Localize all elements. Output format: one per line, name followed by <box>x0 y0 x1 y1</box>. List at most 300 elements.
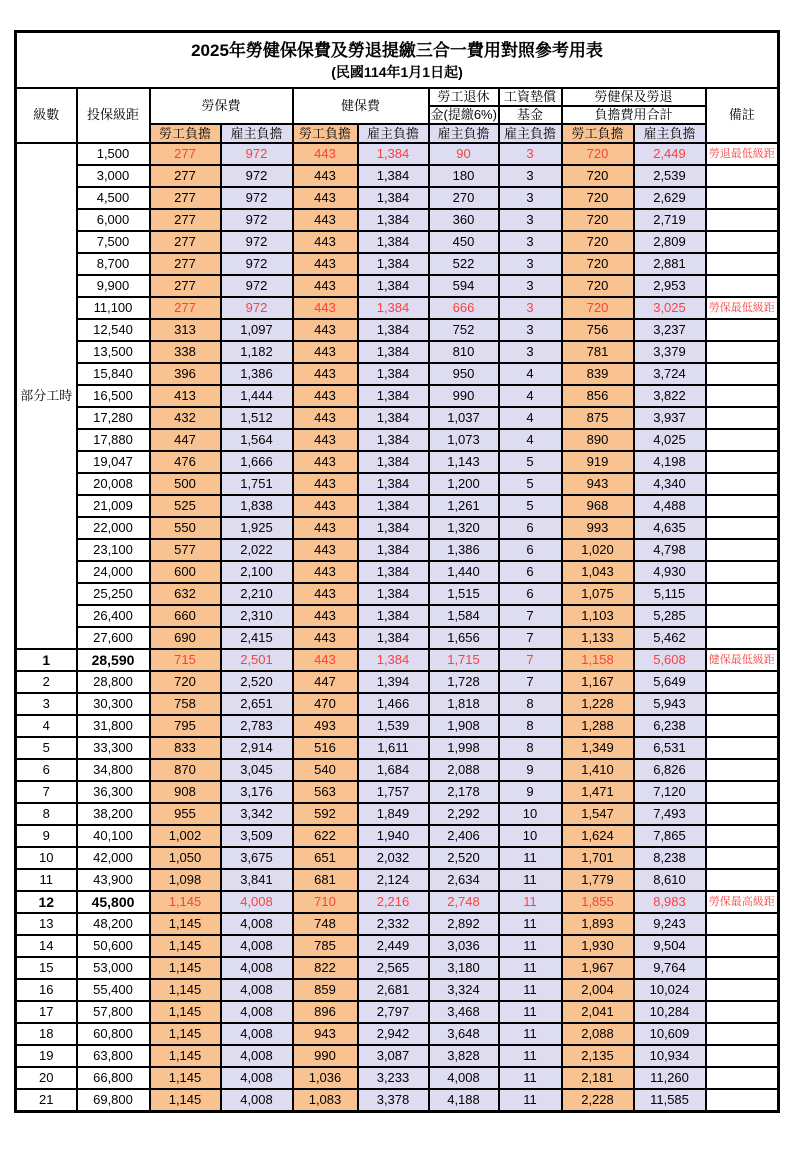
fee-cell: 720 <box>562 143 634 165</box>
fee-cell: 2,748 <box>429 891 499 913</box>
fee-cell: 4,798 <box>634 539 706 561</box>
fee-cell: 1,158 <box>562 649 634 671</box>
fee-cell: 890 <box>562 429 634 451</box>
fee-table <box>14 30 780 1113</box>
fee-cell: 972 <box>221 297 293 319</box>
table-row <box>16 605 779 627</box>
fee-cell: 2,953 <box>634 275 706 297</box>
level-cell: 4 <box>16 715 77 737</box>
table-row <box>16 209 779 231</box>
fee-cell: 1,384 <box>358 385 429 407</box>
fee-cell: 9,504 <box>634 935 706 957</box>
fee-cell: 450 <box>429 231 499 253</box>
fee-cell: 443 <box>293 605 358 627</box>
fee-cell: 1,384 <box>358 187 429 209</box>
fee-cell: 3,841 <box>221 869 293 891</box>
fee-cell: 710 <box>293 891 358 913</box>
page-subtitle: (民國114年1月1日起) <box>331 63 463 80</box>
fee-cell: 413 <box>150 385 221 407</box>
fee-cell: 7 <box>499 605 562 627</box>
fee-cell: 90 <box>429 143 499 165</box>
header-remark: 備註 <box>706 88 779 143</box>
remark-cell <box>706 165 779 187</box>
fee-cell: 3,822 <box>634 385 706 407</box>
fee-cell: 277 <box>150 209 221 231</box>
fee-cell: 11 <box>499 913 562 935</box>
fee-cell: 11 <box>499 869 562 891</box>
bracket-cell: 13,500 <box>77 341 150 363</box>
fee-cell: 443 <box>293 473 358 495</box>
bracket-cell: 50,600 <box>77 935 150 957</box>
fee-cell: 908 <box>150 781 221 803</box>
fee-cell: 4,008 <box>221 1045 293 1067</box>
header-wage-fund-line1: 工資墊償 <box>499 88 562 106</box>
table-row <box>16 693 779 715</box>
fee-cell: 1,002 <box>150 825 221 847</box>
fee-cell: 1,818 <box>429 693 499 715</box>
fee-cell: 2,032 <box>358 847 429 869</box>
fee-cell: 795 <box>150 715 221 737</box>
table-row <box>16 319 779 341</box>
remark-cell <box>706 957 779 979</box>
fee-cell: 758 <box>150 693 221 715</box>
fee-cell: 476 <box>150 451 221 473</box>
fee-cell: 968 <box>562 495 634 517</box>
fee-cell: 443 <box>293 451 358 473</box>
fee-cell: 1,701 <box>562 847 634 869</box>
fee-cell: 720 <box>562 253 634 275</box>
fee-cell: 1,384 <box>358 297 429 319</box>
fee-cell: 1,386 <box>429 539 499 561</box>
header-bracket: 投保級距 <box>77 88 150 143</box>
fee-cell: 972 <box>221 253 293 275</box>
table-row <box>16 1001 779 1023</box>
fee-cell: 563 <box>293 781 358 803</box>
fee-cell: 6,826 <box>634 759 706 781</box>
fee-cell: 4,008 <box>221 935 293 957</box>
fee-cell: 11,260 <box>634 1067 706 1089</box>
header-pension-line1: 勞工退休 <box>429 88 499 106</box>
fee-cell: 10,609 <box>634 1023 706 1045</box>
fee-cell: 896 <box>293 1001 358 1023</box>
fee-cell: 2,088 <box>429 759 499 781</box>
table-row <box>16 649 779 671</box>
fee-cell: 660 <box>150 605 221 627</box>
fee-cell: 2,501 <box>221 649 293 671</box>
fee-cell: 3,233 <box>358 1067 429 1089</box>
fee-cell: 9 <box>499 759 562 781</box>
fee-cell: 338 <box>150 341 221 363</box>
fee-cell: 4,025 <box>634 429 706 451</box>
level-cell: 12 <box>16 891 77 913</box>
fee-cell: 4,008 <box>221 979 293 1001</box>
bracket-cell: 17,280 <box>77 407 150 429</box>
fee-cell: 4,008 <box>221 1023 293 1045</box>
fee-cell: 5 <box>499 451 562 473</box>
fee-cell: 11 <box>499 979 562 1001</box>
fee-cell: 1,930 <box>562 935 634 957</box>
fee-cell: 3,509 <box>221 825 293 847</box>
fee-cell: 432 <box>150 407 221 429</box>
fee-cell: 5 <box>499 495 562 517</box>
bracket-cell: 15,840 <box>77 363 150 385</box>
fee-cell: 1,073 <box>429 429 499 451</box>
fee-cell: 270 <box>429 187 499 209</box>
part-time-label: 部分工時 <box>16 143 77 649</box>
fee-cell: 720 <box>562 165 634 187</box>
fee-cell: 550 <box>150 517 221 539</box>
fee-cell: 2,651 <box>221 693 293 715</box>
fee-cell: 8 <box>499 715 562 737</box>
fee-cell: 943 <box>562 473 634 495</box>
subheader-hi-employer: 雇主負擔 <box>358 124 429 143</box>
fee-cell: 443 <box>293 275 358 297</box>
fee-cell: 3,180 <box>429 957 499 979</box>
remark-cell <box>706 429 779 451</box>
fee-cell: 1,036 <box>293 1067 358 1089</box>
fee-cell: 955 <box>150 803 221 825</box>
fee-cell: 4,008 <box>429 1067 499 1089</box>
fee-cell: 1,384 <box>358 143 429 165</box>
fee-cell: 1,320 <box>429 517 499 539</box>
fee-cell: 1,020 <box>562 539 634 561</box>
fee-cell: 1,145 <box>150 1045 221 1067</box>
level-cell: 7 <box>16 781 77 803</box>
bracket-cell: 6,000 <box>77 209 150 231</box>
fee-cell: 592 <box>293 803 358 825</box>
remark-cell <box>706 605 779 627</box>
fee-cell: 2,181 <box>562 1067 634 1089</box>
fee-cell: 1,515 <box>429 583 499 605</box>
fee-cell: 3,648 <box>429 1023 499 1045</box>
remark-cell <box>706 209 779 231</box>
fee-cell: 1,384 <box>358 363 429 385</box>
remark-cell <box>706 803 779 825</box>
fee-cell: 972 <box>221 209 293 231</box>
table-row <box>16 1067 779 1089</box>
fee-cell: 3 <box>499 165 562 187</box>
fee-cell: 313 <box>150 319 221 341</box>
remark-cell <box>706 671 779 693</box>
fee-cell: 3,324 <box>429 979 499 1001</box>
fee-cell: 522 <box>429 253 499 275</box>
fee-cell: 443 <box>293 319 358 341</box>
table-row <box>16 1089 779 1112</box>
fee-cell: 11 <box>499 957 562 979</box>
remark-cell <box>706 1045 779 1067</box>
remark-cell <box>706 407 779 429</box>
table-body <box>16 143 779 1112</box>
fee-cell: 7 <box>499 627 562 649</box>
fee-cell: 2,914 <box>221 737 293 759</box>
table-row <box>16 165 779 187</box>
fee-cell: 4,008 <box>221 913 293 935</box>
fee-cell: 11 <box>499 847 562 869</box>
remark-cell <box>706 1089 779 1112</box>
fee-cell: 1,103 <box>562 605 634 627</box>
remark-cell <box>706 847 779 869</box>
fee-cell: 11 <box>499 1001 562 1023</box>
bracket-cell: 19,047 <box>77 451 150 473</box>
fee-cell: 3 <box>499 275 562 297</box>
fee-cell: 5,649 <box>634 671 706 693</box>
fee-cell: 4,340 <box>634 473 706 495</box>
bracket-cell: 1,500 <box>77 143 150 165</box>
table-row <box>16 803 779 825</box>
level-cell: 5 <box>16 737 77 759</box>
fee-cell: 8,238 <box>634 847 706 869</box>
fee-cell: 1,855 <box>562 891 634 913</box>
fee-cell: 1,384 <box>358 209 429 231</box>
fee-cell: 972 <box>221 143 293 165</box>
fee-cell: 4,198 <box>634 451 706 473</box>
level-cell: 16 <box>16 979 77 1001</box>
fee-cell: 5,115 <box>634 583 706 605</box>
remark-cell <box>706 451 779 473</box>
table-row <box>16 473 779 495</box>
fee-cell: 1,666 <box>221 451 293 473</box>
fee-cell: 3 <box>499 209 562 231</box>
remark-cell <box>706 869 779 891</box>
bracket-cell: 28,590 <box>77 649 150 671</box>
table-row <box>16 275 779 297</box>
fee-cell: 1,410 <box>562 759 634 781</box>
subheader-fund-employer: 雇主負擔 <box>499 124 562 143</box>
bracket-cell: 40,100 <box>77 825 150 847</box>
subheader-total-employee: 勞工負擔 <box>562 124 634 143</box>
fee-cell: 443 <box>293 385 358 407</box>
table-row <box>16 891 779 913</box>
subheader-total-employer: 雇主負擔 <box>634 124 706 143</box>
remark-cell <box>706 385 779 407</box>
fee-cell: 1,779 <box>562 869 634 891</box>
table-row <box>16 913 779 935</box>
fee-cell: 720 <box>562 275 634 297</box>
fee-cell: 1,466 <box>358 693 429 715</box>
fee-cell: 2,415 <box>221 627 293 649</box>
bracket-cell: 7,500 <box>77 231 150 253</box>
remark-cell <box>706 275 779 297</box>
fee-cell: 5,462 <box>634 627 706 649</box>
fee-cell: 1,349 <box>562 737 634 759</box>
fee-cell: 1,143 <box>429 451 499 473</box>
fee-cell: 1,200 <box>429 473 499 495</box>
bracket-cell: 48,200 <box>77 913 150 935</box>
fee-cell: 2,210 <box>221 583 293 605</box>
fee-cell: 10,284 <box>634 1001 706 1023</box>
fee-cell: 1,384 <box>358 407 429 429</box>
fee-cell: 1,083 <box>293 1089 358 1112</box>
fee-cell: 594 <box>429 275 499 297</box>
fee-cell: 2,041 <box>562 1001 634 1023</box>
fee-cell: 2,178 <box>429 781 499 803</box>
fee-cell: 2,332 <box>358 913 429 935</box>
fee-cell: 4 <box>499 407 562 429</box>
fee-cell: 8 <box>499 737 562 759</box>
fee-cell: 1,261 <box>429 495 499 517</box>
bracket-cell: 63,800 <box>77 1045 150 1067</box>
fee-cell: 443 <box>293 165 358 187</box>
fee-cell: 3,045 <box>221 759 293 781</box>
fee-cell: 4 <box>499 385 562 407</box>
fee-cell: 3 <box>499 231 562 253</box>
fee-cell: 972 <box>221 275 293 297</box>
fee-cell: 1,908 <box>429 715 499 737</box>
level-cell: 21 <box>16 1089 77 1112</box>
page-title: 2025年勞健保保費及勞退提繳三合一費用對照參考用表 <box>191 41 603 61</box>
remark-cell <box>706 473 779 495</box>
fee-cell: 1,145 <box>150 891 221 913</box>
fee-cell: 2,719 <box>634 209 706 231</box>
fee-cell: 443 <box>293 297 358 319</box>
fee-cell: 443 <box>293 187 358 209</box>
fee-cell: 1,394 <box>358 671 429 693</box>
table-row <box>16 297 779 319</box>
fee-cell: 990 <box>429 385 499 407</box>
fee-cell: 3,036 <box>429 935 499 957</box>
fee-cell: 2,088 <box>562 1023 634 1045</box>
bracket-cell: 45,800 <box>77 891 150 913</box>
level-cell: 10 <box>16 847 77 869</box>
bracket-cell: 55,400 <box>77 979 150 1001</box>
fee-cell: 622 <box>293 825 358 847</box>
fee-cell: 859 <box>293 979 358 1001</box>
table-row <box>16 671 779 693</box>
level-cell: 8 <box>16 803 77 825</box>
table-row <box>16 341 779 363</box>
fee-cell: 3 <box>499 253 562 275</box>
fee-cell: 3,675 <box>221 847 293 869</box>
fee-cell: 1,384 <box>358 605 429 627</box>
fee-cell: 822 <box>293 957 358 979</box>
bracket-cell: 31,800 <box>77 715 150 737</box>
fee-cell: 540 <box>293 759 358 781</box>
fee-cell: 720 <box>562 231 634 253</box>
bracket-cell: 21,009 <box>77 495 150 517</box>
fee-cell: 2,892 <box>429 913 499 935</box>
fee-cell: 10,934 <box>634 1045 706 1067</box>
fee-cell: 1,384 <box>358 275 429 297</box>
fee-cell: 1,145 <box>150 913 221 935</box>
level-cell: 20 <box>16 1067 77 1089</box>
fee-cell: 443 <box>293 341 358 363</box>
fee-cell: 11 <box>499 1045 562 1067</box>
fee-cell: 1,384 <box>358 539 429 561</box>
fee-cell: 10 <box>499 825 562 847</box>
fee-cell: 1,715 <box>429 649 499 671</box>
table-row <box>16 869 779 891</box>
fee-cell: 180 <box>429 165 499 187</box>
bracket-cell: 42,000 <box>77 847 150 869</box>
fee-cell: 1,940 <box>358 825 429 847</box>
fee-cell: 748 <box>293 913 358 935</box>
fee-cell: 4,008 <box>221 1001 293 1023</box>
table-row <box>16 517 779 539</box>
remark-cell <box>706 1001 779 1023</box>
fee-cell: 1,624 <box>562 825 634 847</box>
bracket-cell: 27,600 <box>77 627 150 649</box>
level-cell: 13 <box>16 913 77 935</box>
fee-cell: 443 <box>293 627 358 649</box>
fee-cell: 1,097 <box>221 319 293 341</box>
fee-cell: 1,384 <box>358 451 429 473</box>
remark-cell <box>706 583 779 605</box>
fee-cell: 1,384 <box>358 253 429 275</box>
fee-cell: 3 <box>499 143 562 165</box>
fee-cell: 5,285 <box>634 605 706 627</box>
bracket-cell: 24,000 <box>77 561 150 583</box>
fee-cell: 1,098 <box>150 869 221 891</box>
fee-cell: 500 <box>150 473 221 495</box>
fee-cell: 277 <box>150 297 221 319</box>
fee-cell: 3,342 <box>221 803 293 825</box>
fee-cell: 752 <box>429 319 499 341</box>
bracket-cell: 69,800 <box>77 1089 150 1112</box>
fee-cell: 2,100 <box>221 561 293 583</box>
fee-cell: 1,145 <box>150 935 221 957</box>
fee-cell: 2,216 <box>358 891 429 913</box>
subheader-li-employer: 雇主負擔 <box>221 124 293 143</box>
fee-cell: 7,120 <box>634 781 706 803</box>
fee-cell: 443 <box>293 517 358 539</box>
fee-cell: 5,943 <box>634 693 706 715</box>
fee-cell: 666 <box>429 297 499 319</box>
fee-cell: 1,384 <box>358 649 429 671</box>
fee-cell: 2,406 <box>429 825 499 847</box>
fee-cell: 2,565 <box>358 957 429 979</box>
fee-cell: 1,967 <box>562 957 634 979</box>
fee-cell: 2,004 <box>562 979 634 1001</box>
fee-cell: 4 <box>499 429 562 451</box>
fee-cell: 2,520 <box>429 847 499 869</box>
fee-cell: 950 <box>429 363 499 385</box>
fee-cell: 443 <box>293 495 358 517</box>
remark-cell <box>706 187 779 209</box>
fee-cell: 1,849 <box>358 803 429 825</box>
table-row <box>16 363 779 385</box>
header-total-line2: 負擔費用合計 <box>562 106 706 124</box>
fee-cell: 277 <box>150 275 221 297</box>
fee-cell: 11 <box>499 1023 562 1045</box>
fee-cell: 1,384 <box>358 495 429 517</box>
table-row <box>16 825 779 847</box>
fee-cell: 277 <box>150 165 221 187</box>
fee-cell: 7,865 <box>634 825 706 847</box>
fee-cell: 1,075 <box>562 583 634 605</box>
fee-cell: 1,838 <box>221 495 293 517</box>
remark-cell <box>706 737 779 759</box>
remark-cell <box>706 759 779 781</box>
fee-cell: 781 <box>562 341 634 363</box>
fee-cell: 6 <box>499 517 562 539</box>
fee-cell: 919 <box>562 451 634 473</box>
table-row <box>16 231 779 253</box>
subheader-hi-employee: 勞工負擔 <box>293 124 358 143</box>
fee-cell: 5 <box>499 473 562 495</box>
fee-cell: 2,809 <box>634 231 706 253</box>
remark-cell <box>706 517 779 539</box>
level-cell: 9 <box>16 825 77 847</box>
fee-cell: 1,043 <box>562 561 634 583</box>
fee-cell: 1,228 <box>562 693 634 715</box>
fee-cell: 7 <box>499 671 562 693</box>
fee-cell: 4,008 <box>221 957 293 979</box>
fee-cell: 6 <box>499 539 562 561</box>
header-total-line1: 勞健保及勞退 <box>562 88 706 106</box>
fee-cell: 2,797 <box>358 1001 429 1023</box>
table-row <box>16 627 779 649</box>
fee-cell: 447 <box>293 671 358 693</box>
